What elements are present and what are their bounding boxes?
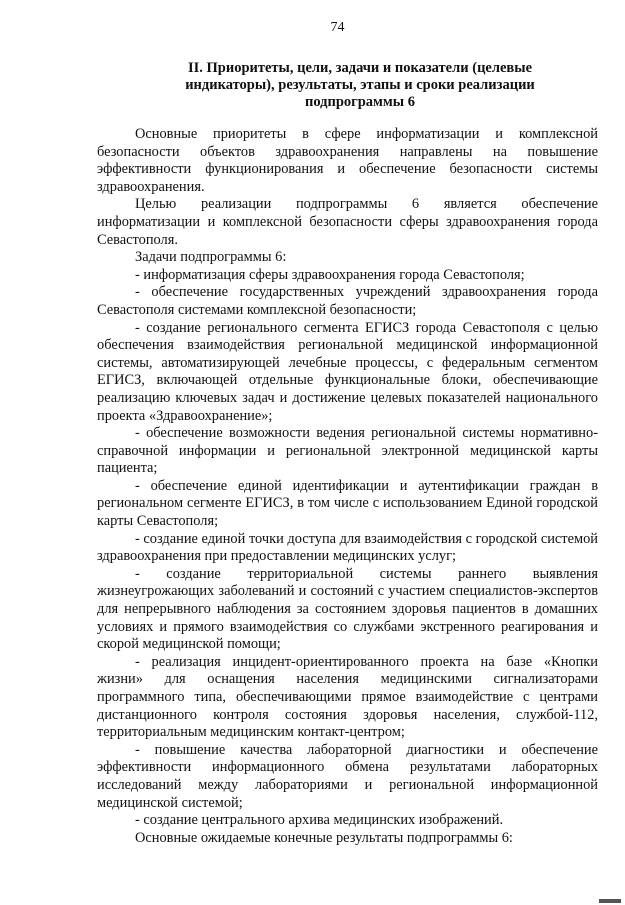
- paragraph-tasks-intro: Задачи подпрограммы 6:: [135, 249, 287, 266]
- paragraph-goal: Целью реализации подпрограммы 6 является обеспечение информатизации и комплексной безопасности сферы здравоохранения города Севастополя.: [97, 196, 598, 248]
- list-item: - информатизация сферы здравоохранения города Севастополя;: [135, 266, 525, 283]
- list-item: - обеспечение возможности ведения региональной системы нормативно-справочной информации и региональной электронной медицинской карты пациента;: [97, 425, 598, 477]
- page-number: 74: [330, 20, 345, 35]
- list-item: - создание регионального сегмента ЕГИСЗ города Севастополя с целью обеспечения взаимодействия региональной медицинской информационной системы, автоматизирующей лечебные процессы, с федеральным сегментом ЕГИСЗ, включающей отдельные функциональные блоки, обеспечивающие реализацию ключевых задач и достижение целевых показателей национального проекта «Здравоохранение»;: [97, 319, 598, 424]
- list-item: - создание единой точки доступа для взаимодействия с городской системой здравоохранения при предоставлении медицинских услуг;: [97, 530, 598, 565]
- list-item: - создание территориальной системы раннего выявления жизнеугрожающих заболеваний и состояний с участием специалистов-экспертов для непрерывного наблюдения за состоянием здоровья пациентов в домашних условиях и прямого взаимодействия со службами экстренного реагирования и скорой медицинской помощи;: [97, 565, 598, 653]
- scan-mark: [599, 899, 621, 903]
- list-item: - реализация инцидент-ориентированного проекта на базе «Кнопки жизни» для оснащения населения медицинскими сигнализаторами программного типа, обеспечивающими прямое взаимодействие с центрами дистанционного контроля состояния здоровья населения, службой-112, территориальным медицинским контакт-центром;: [97, 653, 598, 741]
- list-item: - обеспечение единой идентификации и аутентификации граждан в региональном сегменте ЕГИСЗ, в том числе с использованием Единой городской карты Севастополя;: [97, 477, 598, 530]
- paragraph-results-intro: Основные ожидаемые конечные результаты подпрограммы 6:: [135, 829, 513, 846]
- section-heading: II. Приоритеты, цели, задачи и показатели (целевые индикаторы), результаты, этапы и сроки реализации подпрограммы 6: [185, 60, 535, 110]
- list-item: - повышение качества лабораторной диагностики и обеспечение эффективности информационного обмена результатами лабораторных исследований между лабораториями и региональной информационной медицинской системой;: [97, 741, 598, 811]
- list-item: - обеспечение государственных учреждений здравоохранения города Севастополя системами комплексной безопасности;: [97, 284, 598, 318]
- document-body: [97, 126, 598, 847]
- paragraph-priorities: Основные приоритеты в сфере информатизации и комплексной безопасности объектов здравоохранения направлены на повышение эффективности функционирования и обеспечение безопасности системы здравоохранения.: [97, 126, 598, 195]
- list-item: - создание центрального архива медицинских изображений.: [135, 812, 504, 829]
